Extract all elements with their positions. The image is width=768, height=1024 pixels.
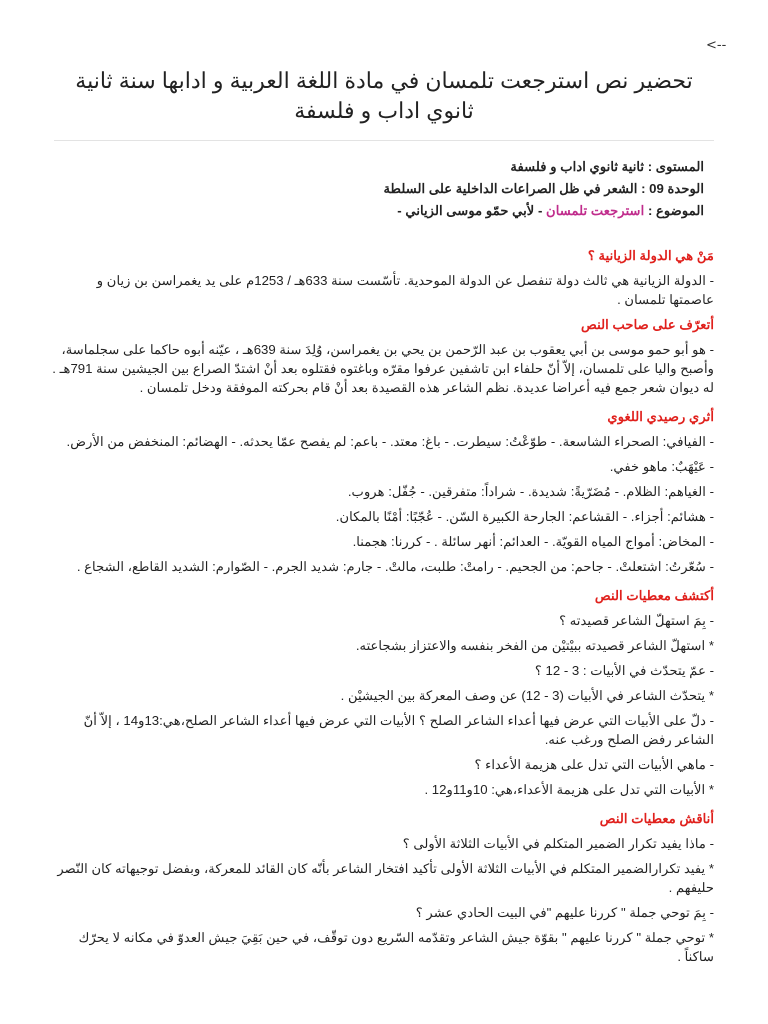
topic-suffix: - لأبي حمّو موسى الزياني - [397, 203, 547, 218]
answer: * الأبيات التي تدل على هزيمة الأعداء،هي: 10و11و12 . [424, 782, 714, 797]
answer: * يتحدّث الشاعر في الأبيات (3 - 12) عن وصف المعركة بين الجيشيْن . [340, 688, 714, 703]
question: - عمّ يتحدّث في الأبيات : 3 - 12 ؟ [534, 663, 714, 678]
question: - ماذا يفيد تكرار الضمير المتكلم في الأبيات الثلاثة الأولى ؟ [402, 836, 714, 851]
vocab-item: - عَيْهَبٌ: ماهو خفي. [609, 459, 714, 474]
back-link[interactable]: <-- [706, 38, 727, 53]
paragraph: - هو أبو حمو موسى بن أبي يعقوب بن عبد الرّحمن بن يحي بن يغمراسن، وُلِدَ سنة 639هـ ، عيّنه أبوه حاكما على سجلماسة، وأصبح واليا على تلمسان، إلاّ أنّ حلفاء ابن تاشفين عرفوا مقرّه وباغتوه فقتلوه بعد أنْ اشتدّ الصراع بين الجيشين سنة 791هـ . له ديوان شعر جمع فيه أعراضا عديدة. نظم الشاعر هذه القصيدة بعد أنْ قام بحركته الموفقة ودخل تلمسان . [52, 342, 714, 395]
section-heading-author: أتعرّف على صاحب النص [581, 317, 714, 332]
question: - ماهي الأبيات التي تدل على هزيمة الأعداء ؟ [474, 757, 714, 772]
topic-prefix: الموضوع : [644, 203, 704, 218]
level-line: المستوى : ثانية ثانوي اداب و فلسفة [510, 159, 704, 174]
answer: * توحي جملة " كررنا عليهم " بقوّة جيش الشاعر وتقدّمه السّريع دون توقّف، في حين بَقِيَ جيش العدوّ في مكانه لا يحرّك ساكناً . [78, 930, 714, 964]
divider [54, 140, 714, 141]
vocab-item: - الغياهم: الظلام. - مُضَرّيةً: شديدة. - شراداً: متفرقين. - جُفّل: هروب. [347, 484, 714, 499]
vocab-item: - المخاض: أمواج المياه القويّة. - العدائم: أنهر سائلة . - كررنا: هجمنا. [352, 534, 714, 549]
lesson-meta [52, 156, 714, 222]
vocab-item: - هشائم: أجزاء. - القشاعم: الجارحة الكبيرة السّن. - عُجّبًا: أمْنًا بالمكان. [335, 509, 714, 524]
question: - بِمَ توحي جملة " كررنا عليهم "في البيت الحادي عشر ؟ [415, 905, 714, 920]
answer: * يفيد تكرارالضمير المتكلم في الأبيات الثلاثة الأولى تأكيد افتخار الشاعر بأنّه كان القائد للمعركة، وبفضل توجيهاته كان النّصر حليفهم . [57, 861, 714, 895]
paragraph: - الدولة الزيانية هي ثالث دولة تنفصل عن الدولة الموحدية. تأسّست سنة 633هـ / 1253م على يد يغمراسن بن زيان و عاصمتها تلمسان . [96, 273, 714, 307]
topic-link[interactable]: استرجعت تلمسان [546, 203, 645, 218]
question: - بِمَ استهلّ الشاعر قصيدته ؟ [559, 613, 714, 628]
vocab-item: - الفيافي: الصحراء الشاسعة. - طوّعْتُ: سيطرت. - باغ: معتد. - باعم: لم يفصح عمّا يحدثه. - الهضائم: المنخفض من الأرض. [66, 434, 714, 449]
topic-line [52, 200, 704, 222]
answer: * استهلّ الشاعر قصيدته ببيْتيْن من الفخر بنفسه والاعتزاز بشجاعته. [355, 638, 714, 653]
section-heading-dynasty: مَنْ هي الدولة الزيانية ؟ [587, 248, 714, 263]
section-heading-vocabulary: أثري رصيدي اللغوي [607, 409, 714, 424]
vocab-item: - سُعّرتُ: اشتعلتْ. - جاحم: من الجحيم. - رامتْ: طلبت، مالتْ. - جارم: شديد الجرم. - الصّوارم: الشديد القاطع، الشجاع . [76, 559, 714, 574]
article-body [52, 156, 714, 972]
question: - دلّ على الأبيات التي عرض فيها أعداء الشاعر الصلح ؟ الأبيات التي عرض فيها أعداء الشاعر الصلح،هي:13و14 ، إلاّ أنّ الشاعر رفض الصلح ورغب عنه. [83, 713, 714, 747]
page-title: تحضير نص استرجعت تلمسان في مادة اللغة العربية و ادابها سنة ثانية ثانوي اداب و فلسفة [75, 68, 693, 123]
section-heading-discover: أكتشف معطيات النص [594, 588, 714, 603]
unit-line: الوحدة 09 : الشعر في ظل الصراعات الداخلية على السلطة [383, 181, 704, 196]
section-heading-discuss: أناقش معطيات النص [599, 811, 714, 826]
